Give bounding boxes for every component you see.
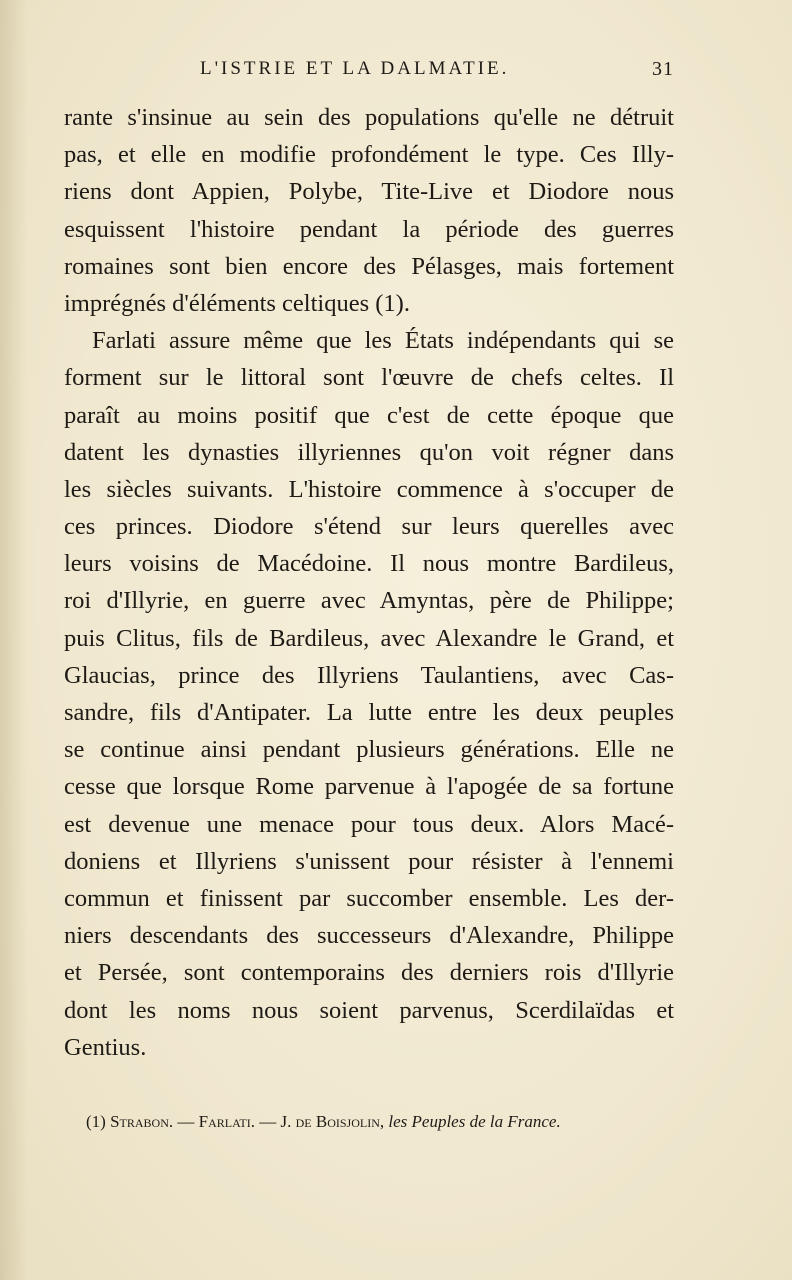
text-line: datent les dynasties illyriennes qu'on voit régner dans	[64, 438, 674, 466]
text-line: niers descendants des successeurs d'Alexandre, Philippe	[64, 922, 674, 950]
text-line: esquissent l'histoire pendant la période des guerres	[64, 215, 674, 243]
text-line: sandre, fils d'Antipater. La lutte entre les deux peuples	[64, 699, 674, 726]
body-text	[64, 99, 674, 1066]
running-head	[200, 58, 680, 86]
footnote-marker: (1)	[86, 1112, 106, 1131]
text-line: et Persée, sont contemporains des derniers rois d'Illyrie	[64, 959, 674, 987]
footnote-separator: ,	[379, 1112, 389, 1131]
text-line: ces princes. Diodore s'étend sur leurs querelles avec	[64, 513, 674, 541]
text-line: cesse que lorsque Rome parvenue à l'apogée de sa fortune	[64, 773, 674, 801]
text-line: se continue ainsi pendant plusieurs générations. Elle ne	[64, 736, 674, 764]
text-line: romaines sont bien encore des Pélasges, mais fortement	[64, 252, 674, 280]
text-line: Gentius.	[64, 1033, 147, 1061]
text-line: pas, et elle en modifie profondément le type. Ces Illy-	[64, 141, 674, 169]
text-line: rante s'insinue au sein des populations qu'elle ne détruit	[64, 104, 674, 131]
footnote-author-farlati: Farlati	[198, 1112, 251, 1131]
text-line: roi d'Illyrie, en guerre avec Amyntas, père de Philippe;	[64, 587, 674, 615]
text-line: commun et finissent par succomber ensemble. Les der-	[64, 884, 674, 912]
text-line: leurs voisins de Macédoine. Il nous montre Bardileus,	[64, 550, 674, 578]
text-line: paraît au moins positif que c'est de cette époque que	[64, 401, 674, 429]
footnote-author-boisjolin: Boisjolin	[315, 1112, 380, 1131]
footnote-title: les Peuples de la France.	[388, 1112, 561, 1131]
text-line: Glaucias, prince des Illyriens Taulantiens, avec Cas-	[64, 661, 674, 689]
footnote-particle: de	[295, 1112, 312, 1131]
text-line: dont les noms nous soient parvenus, Scerdilaïdas et	[64, 996, 674, 1024]
footnote-separator: . —	[168, 1112, 199, 1131]
text-line: est devenue une menace pour tous deux. Alors Macé-	[64, 810, 674, 838]
text-line: doniens et Illyriens s'unissent pour résister à l'ennemi	[64, 847, 674, 875]
running-title: L'ISTRIE ET LA DALMATIE.	[200, 58, 510, 79]
footnote-author-strabon: Strabon	[110, 1112, 169, 1131]
text-line: Farlati assure même que les États indépendants qui se	[92, 327, 674, 355]
footnote-separator: . — J.	[250, 1112, 296, 1131]
text-line: forment sur le littoral sont l'œuvre de chefs celtes. Il	[64, 364, 674, 392]
text-line: imprégnés d'éléments celtiques (1).	[64, 289, 410, 317]
binding-shadow	[0, 0, 28, 1280]
text-line: puis Clitus, fils de Bardileus, avec Alexandre le Grand, et	[64, 624, 674, 652]
page-number: 31	[652, 58, 674, 80]
footnote	[86, 1112, 561, 1132]
text-line: riens dont Appien, Polybe, Tite-Live et Diodore nous	[64, 178, 674, 206]
text-line: les siècles suivants. L'histoire commence à s'occuper de	[64, 475, 674, 503]
